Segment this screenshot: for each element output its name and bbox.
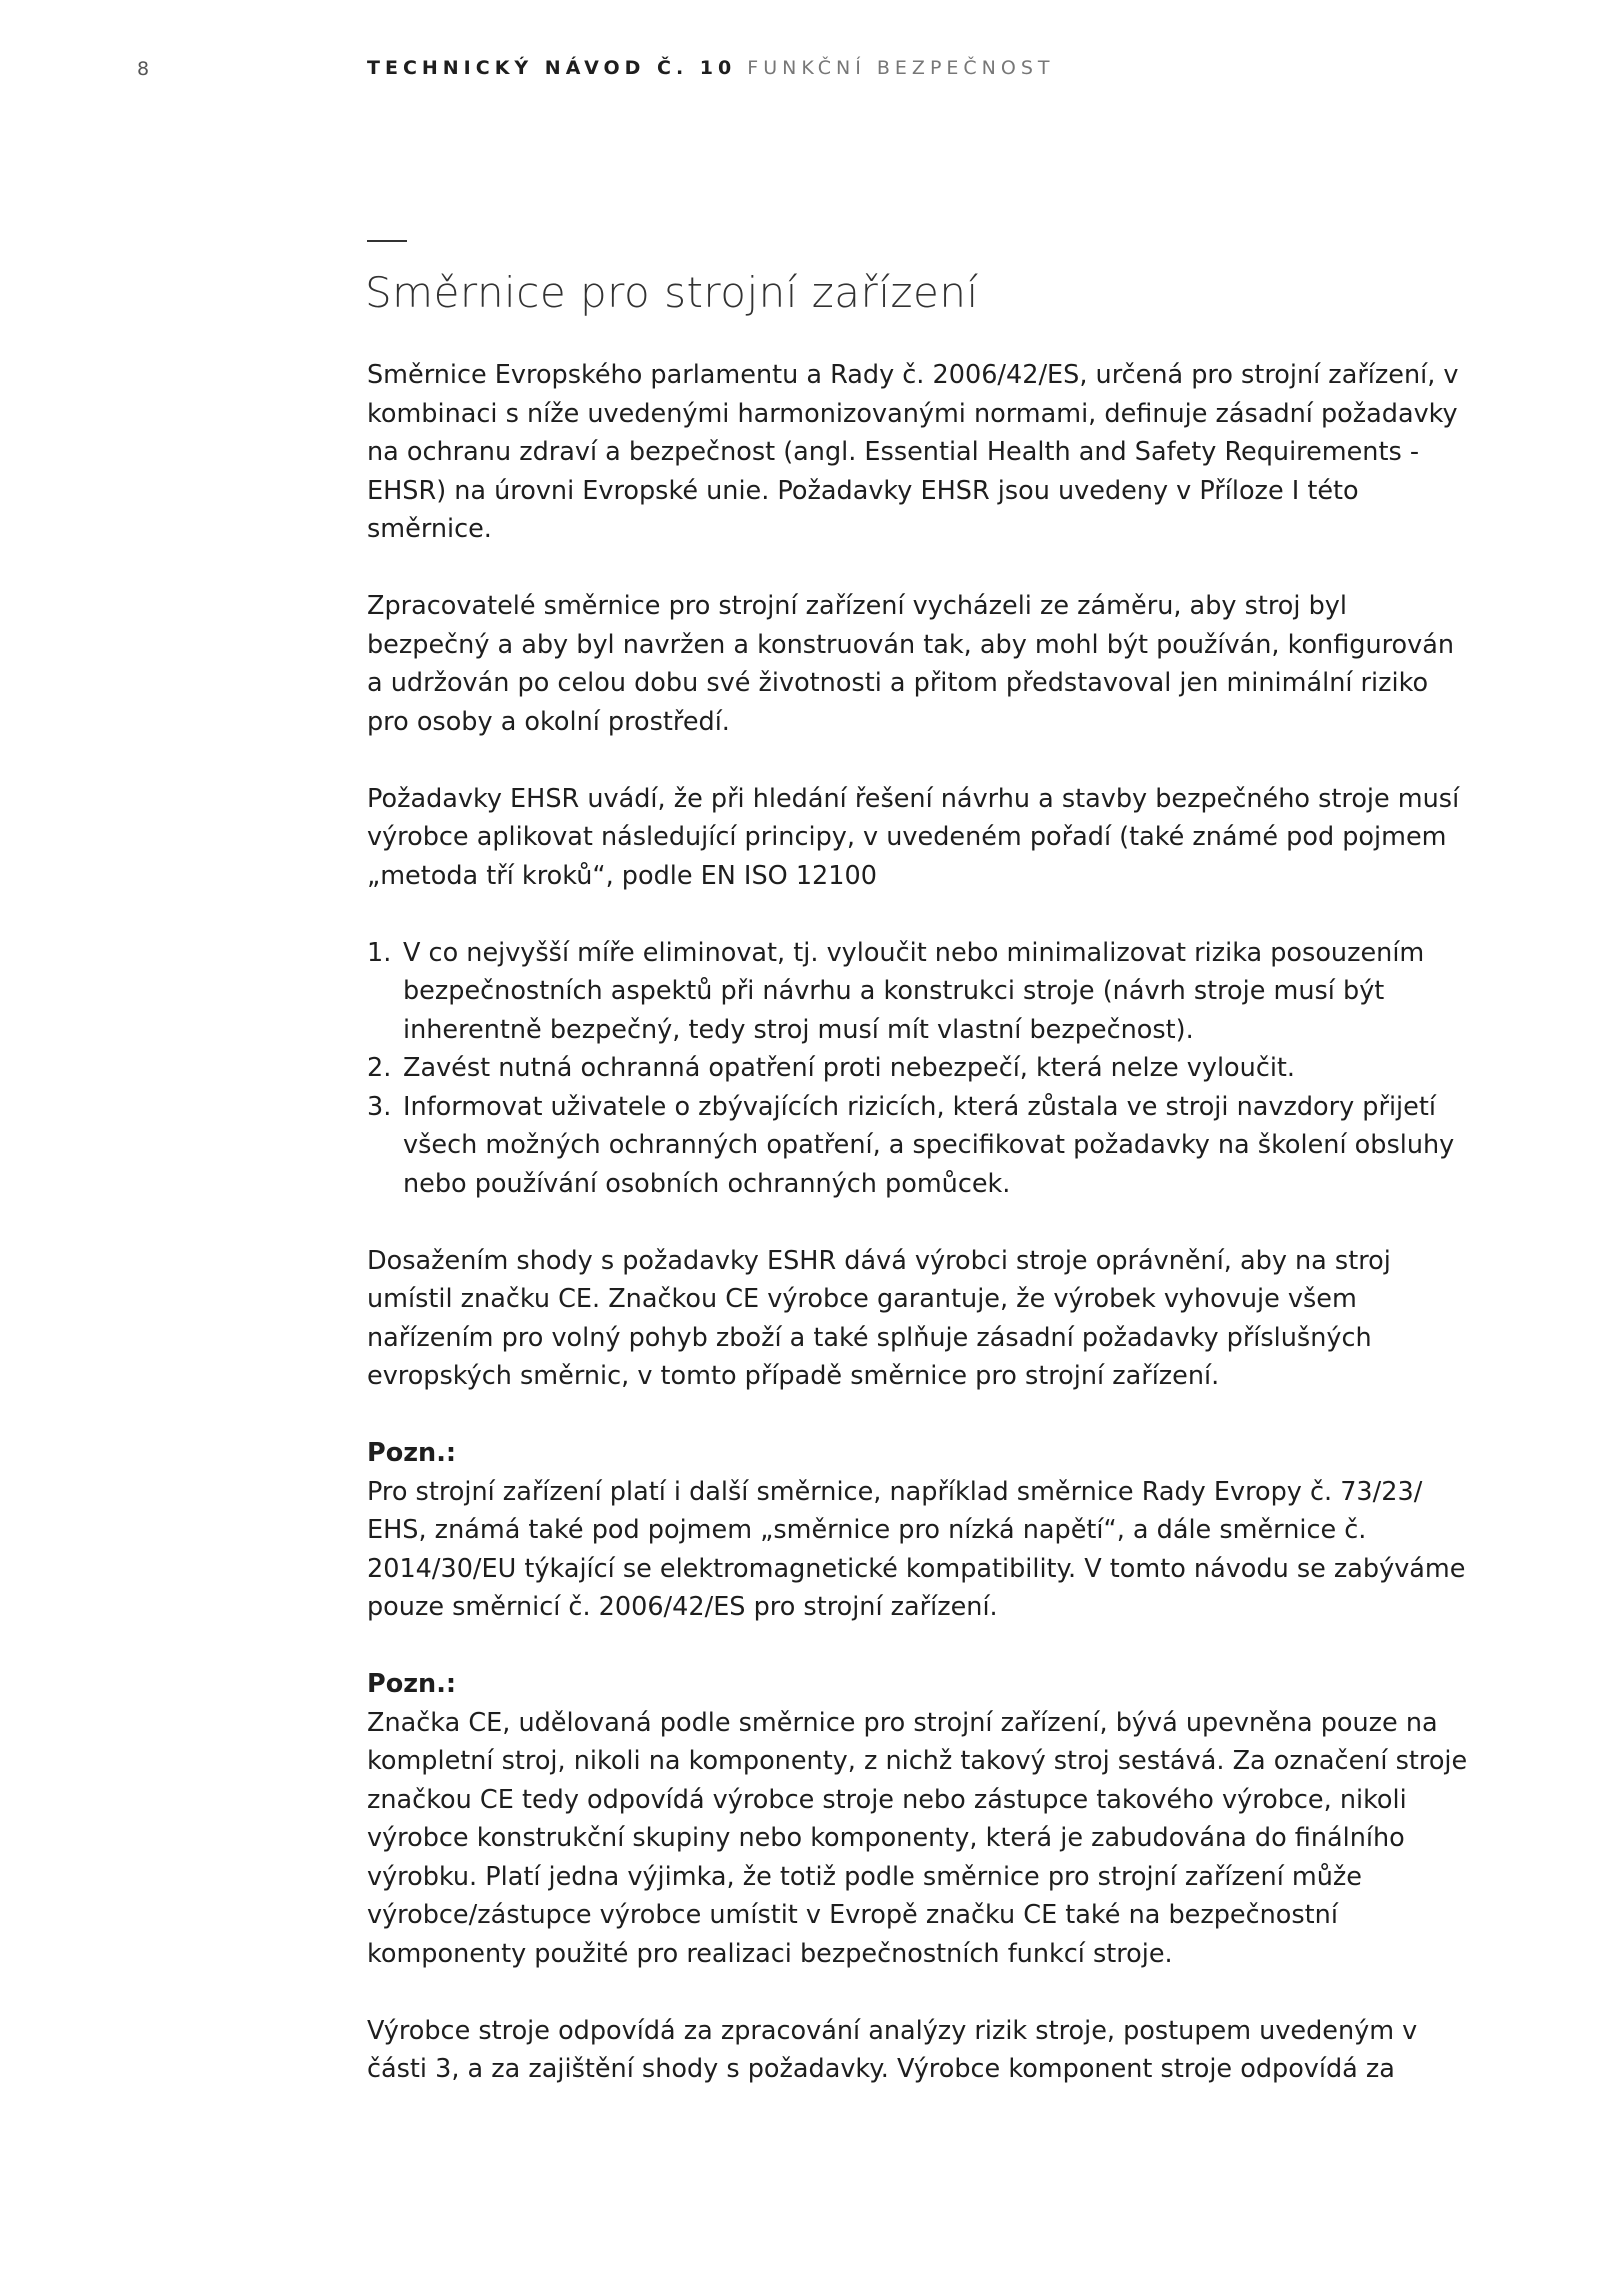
list-item-number: 3.	[367, 1091, 392, 1122]
note-block	[367, 1665, 1477, 1973]
list-item-text: V co nejvyšší míře eliminovat, tj. vyloučit nebo minimalizovat rizika posouzením bezpečnostních aspektů při návrhu a konstrukci stroje (návrh stroje musí být inherentně bezpečný, tedy stroj musí mít vlastní bezpečnost).	[403, 937, 1425, 1045]
section-divider	[367, 240, 407, 242]
page-number: 8	[137, 58, 151, 80]
body-text	[367, 356, 1477, 2089]
running-header	[367, 57, 1055, 79]
section-title: Směrnice pro strojní zařízení	[365, 268, 979, 317]
list-item-number: 2.	[367, 1053, 392, 1083]
running-header-subtitle: FUNKČNÍ BEZPEČNOST	[747, 57, 1055, 79]
paragraph-principles: Požadavky EHSR uvádí, že při hledání řešení návrhu a stavby bezpečného stroje musí výrobce aplikovat následující principy, v uvedeném pořadí (také známé pod pojmem „metoda tří kroků“, podle EN ISO 12100	[367, 783, 1460, 891]
running-header-title: TECHNICKÝ NÁVOD Č. 10	[367, 57, 737, 79]
note-text: Pro strojní zařízení platí i další směrnice, například směrnice Rady Evropy č. 73/23/ EHS, známá také pod pojmem „směrnice pro nízká napětí“, a dále směrnice č. 2014/30/EU týkající se elektromagnetické kompatibility. V tomto návodu se zabýváme pouze směrnicí č. 2006/42/ES pro strojní zařízení.	[367, 1476, 1466, 1622]
three-step-list	[367, 934, 1477, 1204]
paragraph-intent: Zpracovatelé směrnice pro strojní zařízení vycházeli ze záměru, aby stroj byl bezpečný a aby byl navržen a konstruován tak, aby mohl být používán, konfigurován a udržován po celou dobu své životnosti a přitom představoval jen minimální riziko pro osoby a okolní prostředí.	[367, 591, 1455, 737]
paragraph-ce-marking: Dosažením shody s požadavky ESHR dává výrobci stroje oprávnění, aby na stroj umístil značku CE. Značkou CE výrobce garantuje, že výrobek vyhovuje všem nařízením pro volný pohyb zboží a také splňuje zásadní požadavky příslušných evropských směrnic, v tomto případě směrnice pro strojní zařízení.	[367, 1245, 1391, 1391]
note-heading: Pozn.:	[367, 1438, 457, 1468]
paragraph-responsibility: Výrobce stroje odpovídá za zpracování analýzy rizik stroje, postupem uvedeným v části 3, a za zajištění shody s požadavky. Výrobce komponent stroje odpovídá za	[367, 2015, 1418, 2084]
list-item	[367, 934, 1477, 1050]
list-item-number: 1.	[367, 937, 392, 968]
note-block	[367, 1434, 1477, 1627]
list-item	[367, 1049, 1477, 1088]
note-heading: Pozn.:	[367, 1669, 457, 1699]
list-item-text: Zavést nutná ochranná opatření proti nebezpečí, která nelze vyloučit.	[403, 1053, 1296, 1083]
paragraph-directive: Směrnice Evropského parlamentu a Rady č. 2006/42/ES, určená pro strojní zařízení, v kombinaci s níže uvedenými harmonizovanými normami, definuje zásadní požadavky na ochranu zdraví a bezpečnost (angl. Essential Health and Safety Requirements -EHSR) na úrovni Evropské unie. Požadavky EHSR jsou uvedeny v Příloze I této směrnice.	[367, 360, 1459, 544]
list-item-text: Informovat uživatele o zbývajících rizicích, která zůstala ve stroji navzdory přijetí všech možných ochranných opatření, a specifikovat požadavky na školení obsluhy nebo používání osobních ochranných pomůcek.	[403, 1091, 1455, 1199]
list-item	[367, 1088, 1477, 1204]
note-text: Značka CE, udělovaná podle směrnice pro strojní zařízení, bývá upevněna pouze na kompletní stroj, nikoli na komponenty, z nichž takový stroj sestává. Za označení stroje značkou CE tedy odpovídá výrobce stroje nebo zástupce takového výrobce, nikoli výrobce konstrukční skupiny nebo komponenty, která je zabudována do finálního výrobku. Platí jedna výjimka, že totiž podle směrnice pro strojní zařízení může výrobce/zástupce výrobce umístit v Evropě značku CE také na bezpečnostní komponenty použité pro realizaci bezpečnostních funkcí stroje.	[367, 1707, 1468, 1969]
